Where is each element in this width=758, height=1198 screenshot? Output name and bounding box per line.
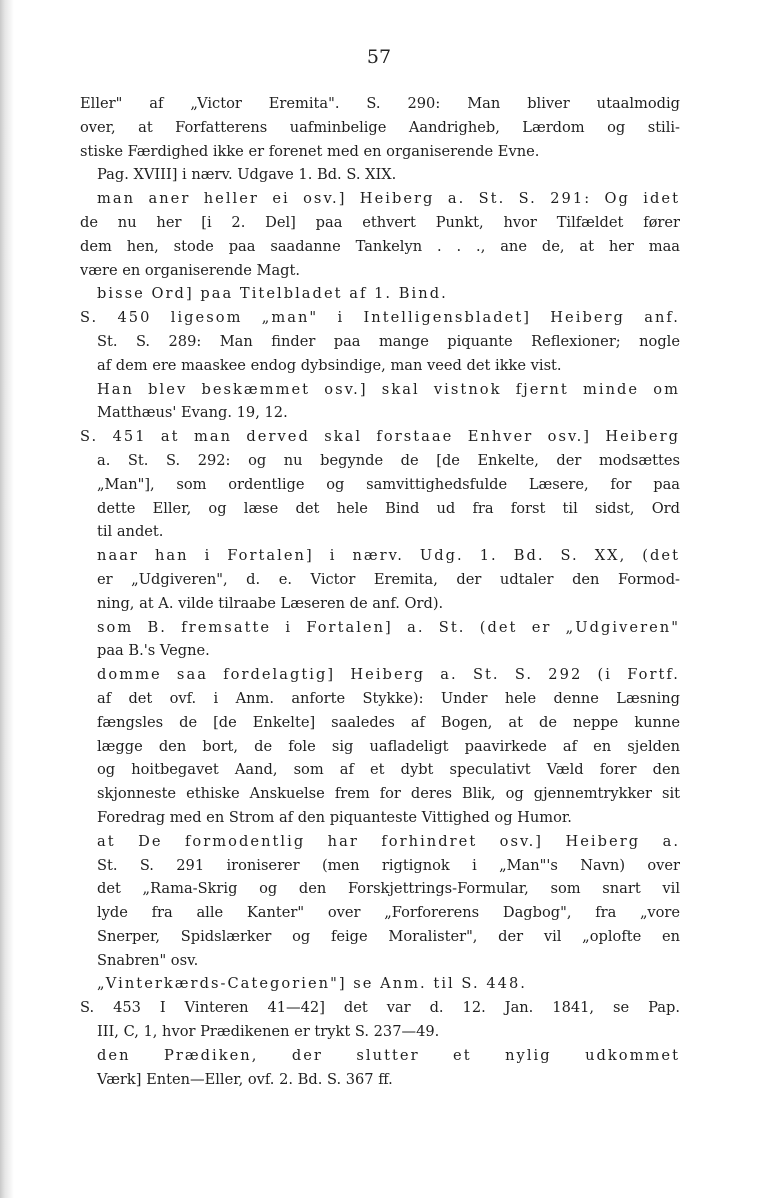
text-line: dette Eller, og læse det hele Bind ud fra forst til sidst, Ord (97, 499, 680, 517)
page-number: 57 (366, 46, 392, 68)
text-line: St. S. 289: Man finder paa mange piquante Reflexioner; nogle (97, 332, 680, 350)
text-line: det „Rama-Skrig og den Forskjettrings-Formular, som snart vil (97, 880, 680, 898)
text-line: af det ovf. i Anm. anforte Stykke): Under hele denne Læsning (97, 689, 680, 707)
text-line: Snerper, Spidslærker og feige Moralister", der vil „oplofte en (97, 927, 680, 945)
text-line: S. 453 I Vinteren 41—42] det var d. 12. Jan. 1841, se Pap. (80, 999, 680, 1017)
text-line: stiske Færdighed ikke er forenet med en organiserende Evne. (80, 142, 540, 160)
text-line: være en organiserende Magt. (80, 261, 301, 279)
text-line: bisse Ord] paa Titelbladet af 1. Bind. (97, 285, 448, 303)
text-line: III, C, 1, hvor Prædikenen er trykt S. 237—49. (97, 1023, 440, 1041)
text-line: de nu her [i 2. Del] paa ethvert Punkt, hvor Tilfældet fører (80, 213, 680, 231)
text-line: Snabren" osv. (97, 951, 199, 969)
text-line: skjonneste ethiske Anskuelse frem for deres Blik, og gjennemtrykker sit (97, 785, 680, 803)
text-line: S. 450 ligesom „man" i Intelligensbladet] Heiberg anf. (80, 309, 680, 327)
text-line: Han blev beskæmmet osv.] skal vistnok fjernt minde om (97, 380, 680, 398)
text-line: ning, at A. vilde tilraabe Læseren de anf. Ord). (97, 594, 444, 612)
text-line: St. S. 291 ironiserer (men rigtignok i „Man"'s Navn) over (97, 856, 680, 874)
text-line: man aner heller ei osv.] Heiberg a. St. S. 291: Og idet (97, 190, 680, 208)
text-line: paa B.'s Vegne. (97, 642, 210, 660)
text-line: at De formodentlig har forhindret osv.] Heiberg a. (97, 832, 680, 850)
text-line: Pag. XVIII] i nærv. Udgave 1. Bd. S. XIX. (97, 166, 397, 184)
text-line: lyde fra alle Kanter" over „Forforerens Dagbog", fra „vore (97, 904, 680, 922)
text-line: Eller" af „Victor Eremita". S. 290: Man bliver utaalmodig (80, 95, 680, 112)
text-line: Foredrag med en Strom af den piquanteste Vittighed og Humor. (97, 808, 572, 826)
text-line: naar han i Fortalen] i nærv. Udg. 1. Bd. S. XX, (det (97, 547, 680, 565)
text-line: domme saa fordelagtig] Heiberg a. St. S. 292 (i Fortf. (97, 666, 680, 684)
page-edge-shadow (0, 0, 14, 1198)
text-line: som B. fremsatte i Fortalen] a. St. (det er „Udgiveren" (97, 618, 680, 636)
text-line: fængsles de [de Enkelte] saaledes af Bogen, at de neppe kunne (97, 713, 680, 731)
text-line: dem hen, stode paa saadanne Tankelyn . . ., ane de, at her maa (80, 237, 680, 255)
text-line: lægge den bort, de fole sig uafladeligt paavirkede af en sjelden (97, 737, 680, 755)
text-line: „Vinterkærds-Categorien"] se Anm. til S. 448. (97, 975, 527, 993)
text-line: er „Udgiveren", d. e. Victor Eremita, der udtaler den Formod- (97, 570, 680, 588)
text-line: „Man"], som ordentlige og samvittighedsfulde Læsere, for paa (97, 475, 680, 493)
text-line: Værk] Enten—Eller, ovf. 2. Bd. S. 367 ff. (97, 1070, 393, 1088)
text-line: S. 451 at man derved skal forstaae Enhver osv.] Heiberg (80, 428, 680, 446)
text-line: over, at Forfatterens uafminbelige Aandrigheb, Lærdom og stili- (80, 118, 680, 136)
text-line: af dem ere maaskee endog dybsindige, man veed det ikke vist. (97, 356, 562, 374)
text-line: Matthæus' Evang. 19, 12. (97, 404, 288, 422)
text-line: og hoitbegavet Aand, som af et dybt speculativt Væld forer den (97, 761, 680, 779)
text-line: a. St. S. 292: og nu begynde de [de Enkelte, der modsættes (97, 451, 680, 469)
text-line: den Prædiken, der slutter et nylig udkommet (97, 1046, 680, 1064)
text-block (80, 92, 680, 1091)
text-line: til andet. (97, 523, 164, 541)
